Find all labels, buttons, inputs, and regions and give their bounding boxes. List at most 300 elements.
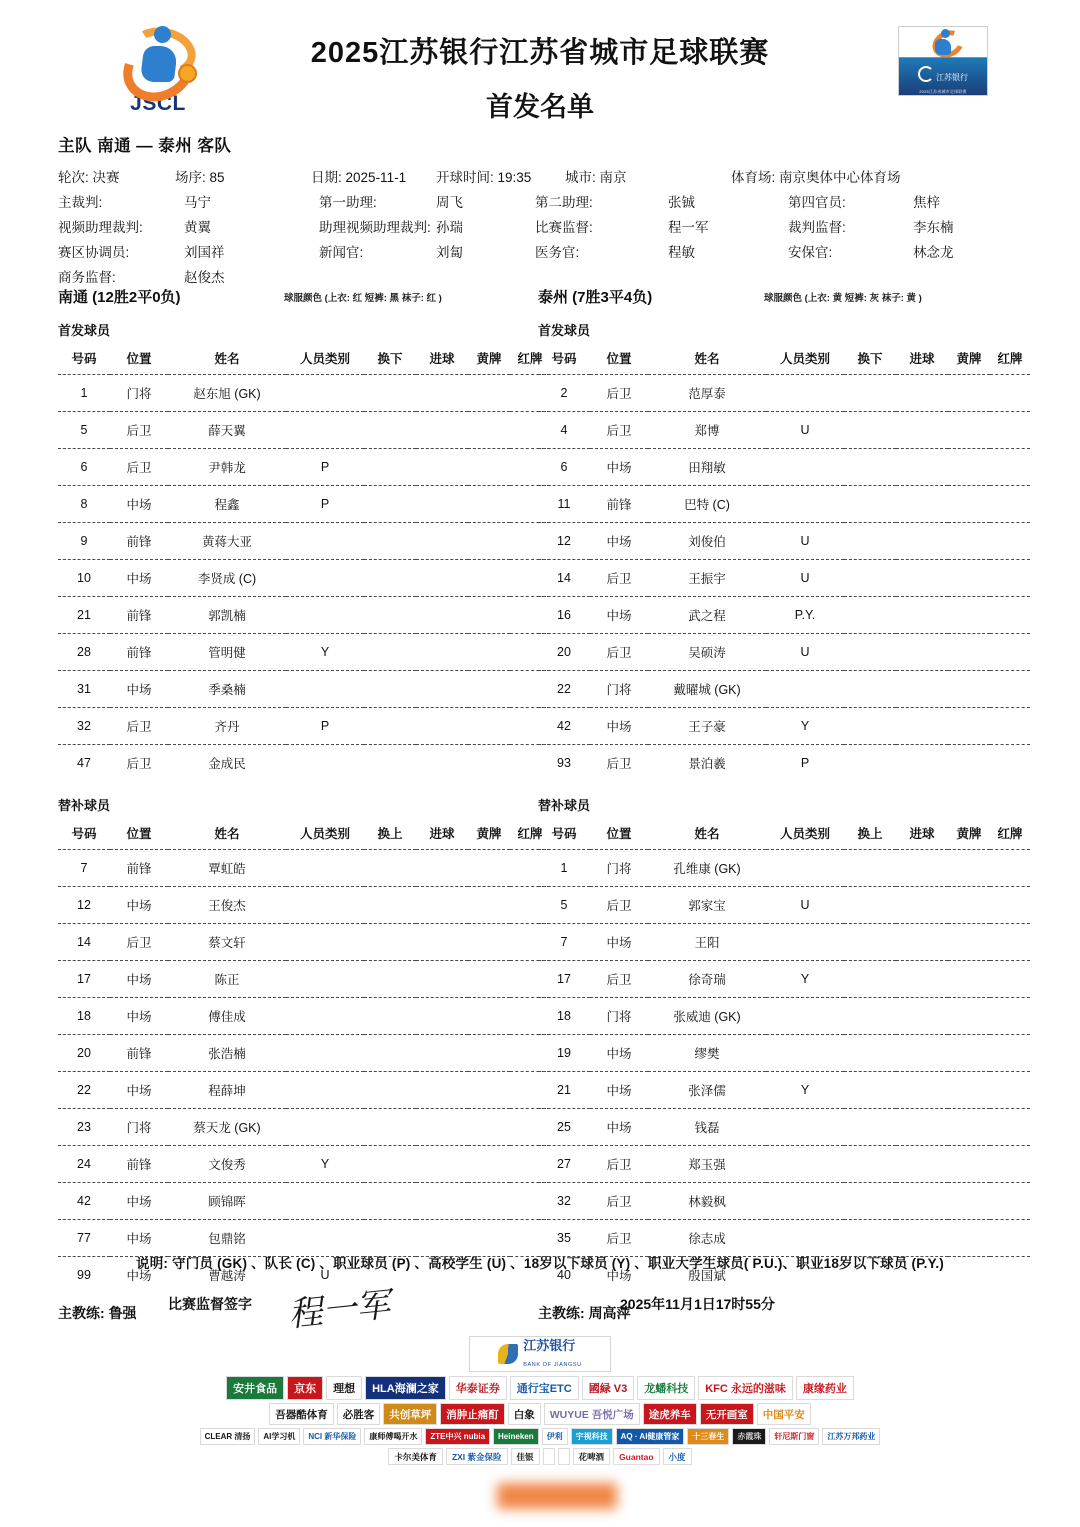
player-position: 前锋 (110, 1035, 168, 1072)
player-name: 王振宇 (648, 560, 766, 597)
jscl-emblem-icon (120, 24, 196, 90)
col-subbed-on: 换上 (857, 827, 883, 841)
sponsor-logo: 无开画室 (700, 1403, 754, 1425)
player-position: 后卫 (590, 375, 648, 412)
col-name: 姓名 (694, 352, 720, 366)
table-row (58, 998, 550, 1035)
player-name: 王阳 (648, 924, 766, 961)
player-yellow-card (948, 1183, 990, 1220)
table-row (58, 961, 550, 998)
home-subs-body (58, 850, 550, 1294)
player-substitution (364, 1146, 416, 1183)
sponsor-logo: 白象 (508, 1403, 541, 1425)
info-value: 85 (209, 170, 225, 185)
col-red: 红牌 (997, 827, 1023, 841)
player-number: 22 (538, 671, 590, 708)
player-name: 林毅枫 (648, 1183, 766, 1220)
player-yellow-card (468, 1146, 510, 1183)
player-name: 薛天翼 (168, 412, 286, 449)
home-team-name: 南通 (12胜2平0负) (58, 289, 181, 306)
away-subs-table (538, 820, 1030, 1293)
player-type: Y (766, 961, 844, 998)
player-name: 金成民 (168, 745, 286, 782)
player-substitution (364, 924, 416, 961)
player-substitution (844, 1072, 896, 1109)
player-substitution (844, 887, 896, 924)
footer-block (0, 1252, 1080, 1465)
player-position: 前锋 (110, 1146, 168, 1183)
col-name: 姓名 (214, 827, 240, 841)
table-row (58, 486, 550, 523)
player-yellow-card (948, 745, 990, 782)
table-row (58, 708, 550, 745)
sponsor-logo: 轩尼斯门窗 (769, 1428, 819, 1445)
player-substitution (844, 1035, 896, 1072)
player-goals (416, 1220, 468, 1257)
home-coach-name: 鲁强 (108, 1305, 137, 1321)
player-position: 中场 (590, 1257, 648, 1294)
away-subs-title: 替补球员 (538, 798, 591, 813)
player-type (286, 850, 364, 887)
player-position: 前锋 (110, 850, 168, 887)
player-number: 1 (538, 850, 590, 887)
sponsor-logo: 國緑 V3 (582, 1376, 635, 1400)
sponsor-logo: 理想 (326, 1376, 362, 1400)
player-yellow-card (948, 560, 990, 597)
player-type: P (286, 486, 364, 523)
info-label: 新闻官: (319, 245, 364, 260)
table-row (58, 924, 550, 961)
player-red-card (990, 961, 1030, 998)
player-position: 后卫 (110, 708, 168, 745)
player-substitution (844, 634, 896, 671)
player-number: 9 (58, 523, 110, 560)
table-row (538, 375, 1030, 412)
player-goals (896, 850, 948, 887)
sponsor-logo: 伊利 (542, 1428, 568, 1445)
player-red-card (990, 745, 1030, 782)
jscl-logo-text: JSCL (130, 92, 186, 115)
player-number: 24 (58, 1146, 110, 1183)
player-substitution (364, 961, 416, 998)
sponsor-logo: Guantao (613, 1448, 659, 1465)
coach-label: 主教练: (58, 1305, 105, 1321)
table-row (538, 486, 1030, 523)
player-number: 99 (58, 1257, 110, 1294)
table-row (538, 1220, 1030, 1257)
player-substitution (364, 998, 416, 1035)
player-type (766, 375, 844, 412)
table-row (538, 1035, 1030, 1072)
player-goals (416, 671, 468, 708)
player-substitution (364, 560, 416, 597)
player-yellow-card (948, 1072, 990, 1109)
player-type (286, 560, 364, 597)
player-type: U (766, 634, 844, 671)
player-type (286, 523, 364, 560)
table-row (538, 412, 1030, 449)
player-goals (896, 1109, 948, 1146)
col-yellow: 黄牌 (476, 352, 502, 366)
event-logo-caption: 2025江苏省城市足球联赛 (919, 88, 967, 94)
col-red: 红牌 (517, 827, 543, 841)
player-position: 中场 (110, 1183, 168, 1220)
player-number: 20 (538, 634, 590, 671)
player-yellow-card (948, 708, 990, 745)
info-label: 开球时间: (436, 170, 494, 185)
info-value: 赵俊杰 (184, 270, 225, 285)
player-yellow-card (468, 998, 510, 1035)
player-substitution (364, 745, 416, 782)
player-type (286, 998, 364, 1035)
player-number: 31 (58, 671, 110, 708)
player-red-card (990, 523, 1030, 560)
player-red-card (990, 449, 1030, 486)
player-goals (896, 708, 948, 745)
player-type (766, 1146, 844, 1183)
away-kit-colors: 球服颜色 (上衣: 黄 短裤: 灰 袜子: 黄 ) (764, 293, 922, 304)
player-position: 门将 (590, 850, 648, 887)
player-name: 武之程 (648, 597, 766, 634)
sponsor-logo: Heineken (493, 1428, 539, 1445)
player-goals (896, 998, 948, 1035)
player-name: 田翔敏 (648, 449, 766, 486)
player-substitution (364, 486, 416, 523)
player-red-card (990, 671, 1030, 708)
player-name: 吴硕涛 (648, 634, 766, 671)
player-position: 中场 (590, 523, 648, 560)
info-label: 裁判监督: (788, 220, 846, 235)
signature-label: 比赛监督签字 (168, 1296, 252, 1312)
player-type (286, 412, 364, 449)
player-yellow-card (468, 634, 510, 671)
info-label: 城市: (565, 170, 596, 185)
sponsor-logo: 中国平安 (757, 1403, 811, 1425)
player-substitution (844, 998, 896, 1035)
player-type (766, 671, 844, 708)
sponsor-logo: 卡尔美体育 (388, 1448, 443, 1465)
sponsor-logo: 赤霞珠 (732, 1428, 766, 1445)
home-subs-table (58, 820, 550, 1293)
player-position: 中场 (590, 1035, 648, 1072)
player-substitution (364, 671, 416, 708)
player-position: 后卫 (590, 412, 648, 449)
player-yellow-card (948, 597, 990, 634)
player-type: U (286, 1257, 364, 1294)
player-name: 陈正 (168, 961, 286, 998)
player-goals (896, 597, 948, 634)
player-name: 文俊秀 (168, 1146, 286, 1183)
player-yellow-card (468, 375, 510, 412)
player-goals (416, 523, 468, 560)
player-number: 21 (58, 597, 110, 634)
player-number: 12 (538, 523, 590, 560)
table-row (538, 924, 1030, 961)
player-substitution (364, 1220, 416, 1257)
player-type (286, 1072, 364, 1109)
sponsor-logo: 吾器酷体育 (269, 1403, 334, 1425)
player-substitution (364, 850, 416, 887)
player-position: 前锋 (110, 634, 168, 671)
table-row (58, 887, 550, 924)
player-number: 1 (58, 375, 110, 412)
away-starting-title: 首发球员 (538, 323, 591, 338)
player-goals (896, 375, 948, 412)
player-type (286, 745, 364, 782)
player-number: 12 (58, 887, 110, 924)
player-type: U (766, 560, 844, 597)
player-position: 中场 (110, 560, 168, 597)
page-header (0, 0, 1080, 122)
player-number: 19 (538, 1035, 590, 1072)
player-type (766, 1035, 844, 1072)
player-goals (416, 1072, 468, 1109)
player-type (286, 1220, 364, 1257)
player-number: 5 (58, 412, 110, 449)
player-position: 中场 (590, 708, 648, 745)
player-yellow-card (468, 486, 510, 523)
table-row (538, 887, 1030, 924)
col-yellow: 黄牌 (476, 827, 502, 841)
player-position: 后卫 (110, 924, 168, 961)
player-goals (416, 375, 468, 412)
col-goals: 进球 (429, 827, 455, 841)
info-label: 体育场: (731, 170, 776, 185)
bank-of-jiangsu-logo (469, 1336, 611, 1372)
sponsor-logo: 京东 (287, 1376, 323, 1400)
player-name: 缪樊 (648, 1035, 766, 1072)
col-name: 姓名 (214, 352, 240, 366)
home-starting-table (58, 345, 550, 781)
sponsor-logo: 通行宝ETC (510, 1376, 579, 1400)
home-starting-title: 首发球员 (58, 323, 111, 338)
player-goals (896, 924, 948, 961)
player-name: 管明健 (168, 634, 286, 671)
player-name: 蔡文轩 (168, 924, 286, 961)
player-goals (416, 634, 468, 671)
player-goals (896, 634, 948, 671)
player-goals (416, 887, 468, 924)
player-type (286, 597, 364, 634)
player-goals (416, 1035, 468, 1072)
player-type (766, 924, 844, 961)
player-yellow-card (468, 560, 510, 597)
player-name: 钱磊 (648, 1109, 766, 1146)
player-substitution (844, 523, 896, 560)
player-position: 中场 (590, 924, 648, 961)
player-red-card (990, 560, 1030, 597)
player-number: 25 (538, 1109, 590, 1146)
player-position: 后卫 (590, 961, 648, 998)
col-name: 姓名 (694, 827, 720, 841)
bank-name-cn: 江苏银行 (523, 1338, 576, 1353)
bank-swirl-icon (498, 1344, 518, 1364)
player-type (286, 1109, 364, 1146)
player-name: 景泊羲 (648, 745, 766, 782)
player-name: 郑玉强 (648, 1146, 766, 1183)
player-number: 16 (538, 597, 590, 634)
player-red-card (990, 887, 1030, 924)
player-goals (416, 560, 468, 597)
col-red: 红牌 (997, 352, 1023, 366)
player-goals (896, 1035, 948, 1072)
player-number: 2 (538, 375, 590, 412)
player-number: 27 (538, 1146, 590, 1183)
player-number: 35 (538, 1220, 590, 1257)
info-label: 日期: (311, 170, 342, 185)
info-value: 黄翼 (184, 220, 211, 235)
player-yellow-card (468, 887, 510, 924)
player-number: 7 (538, 924, 590, 961)
player-name: 李贤成 (C) (168, 560, 286, 597)
info-label: 安保官: (788, 245, 833, 260)
table-row (58, 523, 550, 560)
player-number: 28 (58, 634, 110, 671)
away-team-name: 泰州 (7胜3平4负) (538, 289, 653, 306)
player-goals (896, 560, 948, 597)
sponsor-logo: KFC 永远的滋味 (698, 1376, 793, 1400)
info-value: 林念龙 (913, 245, 954, 260)
col-position: 位置 (606, 352, 632, 366)
player-position: 中场 (110, 1257, 168, 1294)
table-row (58, 850, 550, 887)
player-red-card (990, 708, 1030, 745)
player-number: 23 (58, 1109, 110, 1146)
player-position: 前锋 (110, 597, 168, 634)
table-row (538, 745, 1030, 782)
player-red-card (990, 634, 1030, 671)
info-value: 2025-11-1 (345, 170, 407, 185)
table-row (58, 1035, 550, 1072)
player-yellow-card (468, 597, 510, 634)
player-substitution (364, 1072, 416, 1109)
player-number: 21 (538, 1072, 590, 1109)
sponsor-logo: 共创草坪 (383, 1403, 437, 1425)
player-yellow-card (948, 1035, 990, 1072)
info-label: 第四官员: (788, 195, 846, 210)
col-position: 位置 (126, 352, 152, 366)
table-row (58, 745, 550, 782)
sponsor-logo: ZXI 紫金保险 (446, 1448, 508, 1465)
player-position: 前锋 (590, 486, 648, 523)
player-goals (416, 708, 468, 745)
player-position: 中场 (110, 1220, 168, 1257)
player-goals (896, 887, 948, 924)
info-label: 比赛监督: (535, 220, 593, 235)
col-yellow: 黄牌 (956, 827, 982, 841)
player-type: U (766, 887, 844, 924)
player-substitution (844, 560, 896, 597)
sponsor-logo (543, 1448, 555, 1465)
player-type (766, 1109, 844, 1146)
player-number: 18 (538, 998, 590, 1035)
player-name: 程鑫 (168, 486, 286, 523)
event-emblem-icon (899, 27, 987, 57)
player-type (766, 998, 844, 1035)
player-position: 门将 (590, 671, 648, 708)
player-name: 郭凯楠 (168, 597, 286, 634)
player-red-card (990, 850, 1030, 887)
player-goals (896, 412, 948, 449)
table-row (58, 375, 550, 412)
home-team-header (58, 286, 538, 312)
table-row (538, 634, 1030, 671)
player-yellow-card (468, 1220, 510, 1257)
sponsor-logo: NCI 新华保险 (303, 1428, 361, 1445)
table-row (538, 523, 1030, 560)
table-row (58, 1072, 550, 1109)
player-type (766, 1220, 844, 1257)
player-goals (896, 1220, 948, 1257)
player-substitution (844, 745, 896, 782)
player-goals (896, 1072, 948, 1109)
player-red-card (990, 1220, 1030, 1257)
player-number: 32 (58, 708, 110, 745)
player-goals (416, 998, 468, 1035)
player-number: 22 (58, 1072, 110, 1109)
player-type: U (766, 412, 844, 449)
player-substitution (844, 708, 896, 745)
player-yellow-card (948, 961, 990, 998)
player-number: 42 (538, 708, 590, 745)
player-name: 包鼎铭 (168, 1220, 286, 1257)
player-substitution (364, 708, 416, 745)
away-team-header (538, 286, 1018, 312)
player-yellow-card (948, 634, 990, 671)
info-value: 南京奥体中心体育场 (779, 170, 901, 185)
player-yellow-card (468, 708, 510, 745)
player-goals (896, 961, 948, 998)
table-row (538, 671, 1030, 708)
player-yellow-card (948, 998, 990, 1035)
signature-handwriting: 程一军 (286, 1286, 393, 1335)
player-goals (416, 924, 468, 961)
player-name: 蔡天龙 (GK) (168, 1109, 286, 1146)
teams-headline: 主队 南通 — 泰州 客队 (58, 137, 232, 155)
player-name: 郭家宝 (648, 887, 766, 924)
player-goals (896, 671, 948, 708)
info-value: 刘匐 (436, 245, 463, 260)
player-type: P.Y. (766, 597, 844, 634)
player-substitution (844, 924, 896, 961)
player-name: 孔维康 (GK) (648, 850, 766, 887)
player-name: 傅佳成 (168, 998, 286, 1035)
col-goals: 进球 (909, 352, 935, 366)
sponsor-logo: 康师傅喝开水 (364, 1428, 422, 1445)
redaction-blur (497, 1483, 617, 1509)
table-row (58, 597, 550, 634)
player-position: 中场 (590, 1109, 648, 1146)
player-goals (416, 961, 468, 998)
info-value: 南京 (599, 170, 627, 185)
player-name: 范厚泰 (648, 375, 766, 412)
sponsor-logo: 龙蟠科技 (637, 1376, 695, 1400)
info-label: 场序: (175, 170, 206, 185)
col-number: 号码 (71, 352, 97, 366)
signature-timestamp: 2025年11月1日17时55分 (620, 1296, 775, 1312)
info-label: 视频助理裁判: (58, 220, 143, 235)
player-number: 7 (58, 850, 110, 887)
info-value: 焦梓 (913, 195, 940, 210)
player-substitution (844, 1109, 896, 1146)
signature-row (0, 1282, 1080, 1334)
player-number: 5 (538, 887, 590, 924)
player-name: 巴特 (C) (648, 486, 766, 523)
player-red-card (990, 1146, 1030, 1183)
table-row (538, 850, 1030, 887)
player-red-card (990, 486, 1030, 523)
player-goals (416, 486, 468, 523)
